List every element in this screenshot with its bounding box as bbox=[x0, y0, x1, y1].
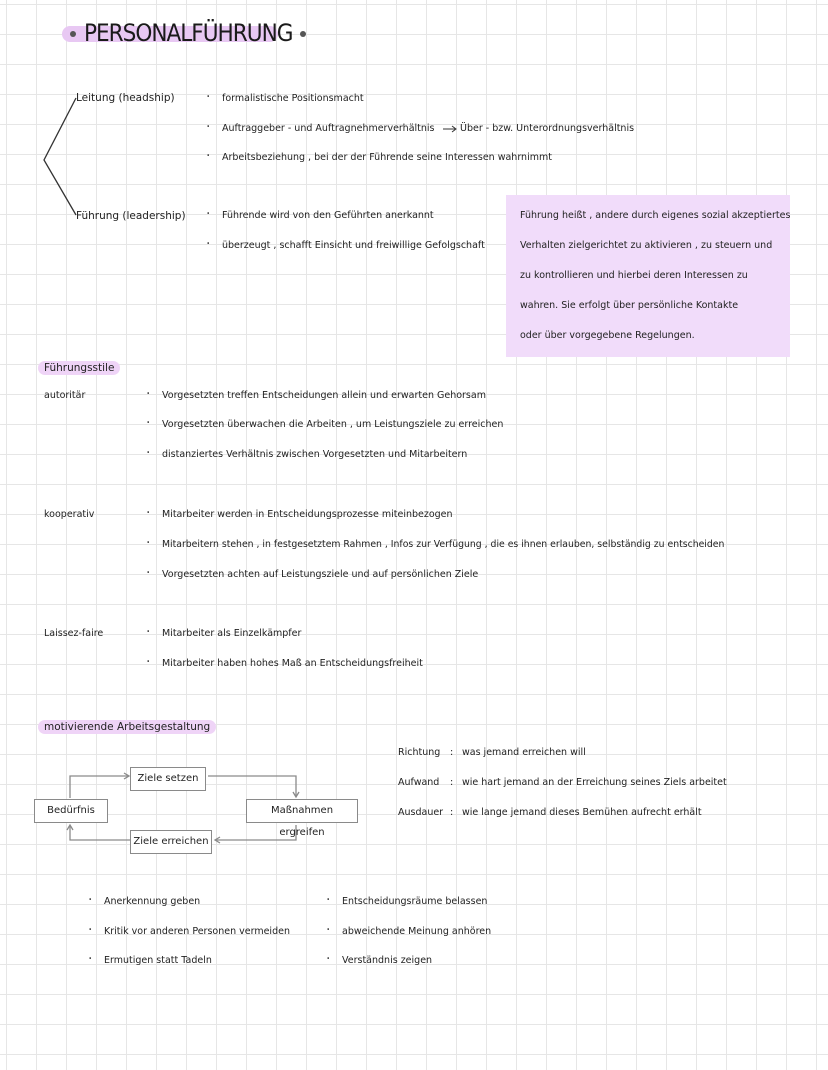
cycle-box-beduerfnis: Bedürfnis bbox=[34, 799, 108, 823]
dimension-sep-2: : bbox=[450, 777, 454, 788]
definition-line-5: oder über vorgegebene Regelungen. bbox=[520, 330, 695, 341]
dimension-term-aufwand: Aufwand bbox=[398, 777, 440, 788]
dimension-desc-ausdauer: wie lange jemand dieses Bemühen aufrecht erhält bbox=[462, 807, 702, 818]
kooperativ-point-1: · Mitarbeiter werden in Entscheidungsprozesse miteinbezogen bbox=[162, 508, 453, 522]
cycle-box-ziele-erreichen: Ziele erreichen bbox=[130, 830, 212, 854]
leitung-arrow-target: Über - bzw. Unterordnungsverhältnis bbox=[460, 123, 635, 134]
kooperativ-point-3: · Vorgesetzten achten auf Leistungsziele und auf persönlichen Ziele bbox=[162, 568, 478, 582]
definition-line-1: Führung heißt , andere durch eigenes sozial akzeptiertes bbox=[520, 210, 791, 221]
dimension-term-richtung: Richtung bbox=[398, 747, 441, 758]
laissez-faire-point-1: · Mitarbeiter als Einzelkämpfer bbox=[162, 627, 301, 641]
fuehrungsstile-heading-text: Führungsstile bbox=[38, 361, 120, 375]
dimension-desc-richtung: was jemand erreichen will bbox=[462, 747, 586, 758]
page-title-text: PERSONALFÜHRUNG bbox=[84, 19, 293, 47]
dimension-desc-aufwand: wie hart jemand an der Erreichung seines Ziels arbeitet bbox=[462, 777, 727, 788]
tip-right-1: · Entscheidungsräume belassen bbox=[342, 895, 487, 909]
fuehrung-point-2: · überzeugt , schafft Einsicht und freiwillige Gefolgschaft bbox=[222, 239, 485, 253]
leitung-label: Leitung (headship) bbox=[76, 92, 175, 104]
motivation-heading-text: motivierende Arbeitsgestaltung bbox=[38, 720, 216, 734]
tip-left-2: · Kritik vor anderen Personen vermeiden bbox=[104, 925, 290, 939]
laissez-faire-point-2: · Mitarbeiter haben hohes Maß an Entscheidungsfreiheit bbox=[162, 657, 423, 671]
kooperativ-point-2: · Mitarbeitern stehen , in festgesetztem Rahmen , Infos zur Verfügung , die es ihnen erlauben, selbständig zu entscheiden bbox=[162, 538, 724, 552]
autoritaer-point-1: · Vorgesetzten treffen Entscheidungen allein und erwarten Gehorsam bbox=[162, 389, 486, 403]
leitung-point-3: · Arbeitsbeziehung , bei der der Führende seine Interessen wahrnimmt bbox=[222, 151, 552, 165]
autoritaer-point-3: · distanziertes Verhältnis zwischen Vorgesetzten und Mitarbeitern bbox=[162, 448, 467, 462]
autoritaer-point-2: · Vorgesetzten überwachen die Arbeiten , um Leistungsziele zu erreichen bbox=[162, 418, 503, 432]
cycle-box-massnahmen: Maßnahmen ergreifen bbox=[246, 799, 358, 823]
leitung-point-2: · Auftraggeber - und Auftragnehmerverhältnis bbox=[222, 122, 435, 136]
tip-left-1: · Anerkennung geben bbox=[104, 895, 200, 909]
style-name-laissez-faire: Laissez-faire bbox=[44, 628, 104, 639]
fuehrung-point-1: · Führende wird von den Geführten anerkannt bbox=[222, 209, 434, 223]
definition-line-4: wahren. Sie erfolgt über persönliche Kontakte bbox=[520, 300, 739, 311]
tip-right-2: · abweichende Meinung anhören bbox=[342, 925, 491, 939]
fuehrung-label: Führung (leadership) bbox=[76, 210, 186, 222]
fuehrungsstile-heading bbox=[38, 356, 120, 375]
style-name-kooperativ: kooperativ bbox=[44, 509, 95, 520]
dimension-sep-1: : bbox=[450, 747, 454, 758]
style-name-autoritaer: autoritär bbox=[44, 390, 86, 401]
tip-left-3: · Ermutigen statt Tadeln bbox=[104, 954, 212, 968]
definition-line-3: zu kontrollieren und hierbei deren Interessen zu bbox=[520, 270, 748, 281]
definition-line-2: Verhalten zielgerichtet zu aktivieren , zu steuern und bbox=[520, 240, 773, 251]
tip-right-3: · Verständnis zeigen bbox=[342, 954, 432, 968]
leitung-point-1: · formalistische Positionsmacht bbox=[222, 92, 364, 106]
dimension-term-ausdauer: Ausdauer bbox=[398, 807, 444, 818]
cycle-box-ziele-setzen: Ziele setzen bbox=[130, 767, 206, 791]
motivation-heading bbox=[38, 715, 216, 734]
dimension-sep-3: : bbox=[450, 807, 454, 818]
